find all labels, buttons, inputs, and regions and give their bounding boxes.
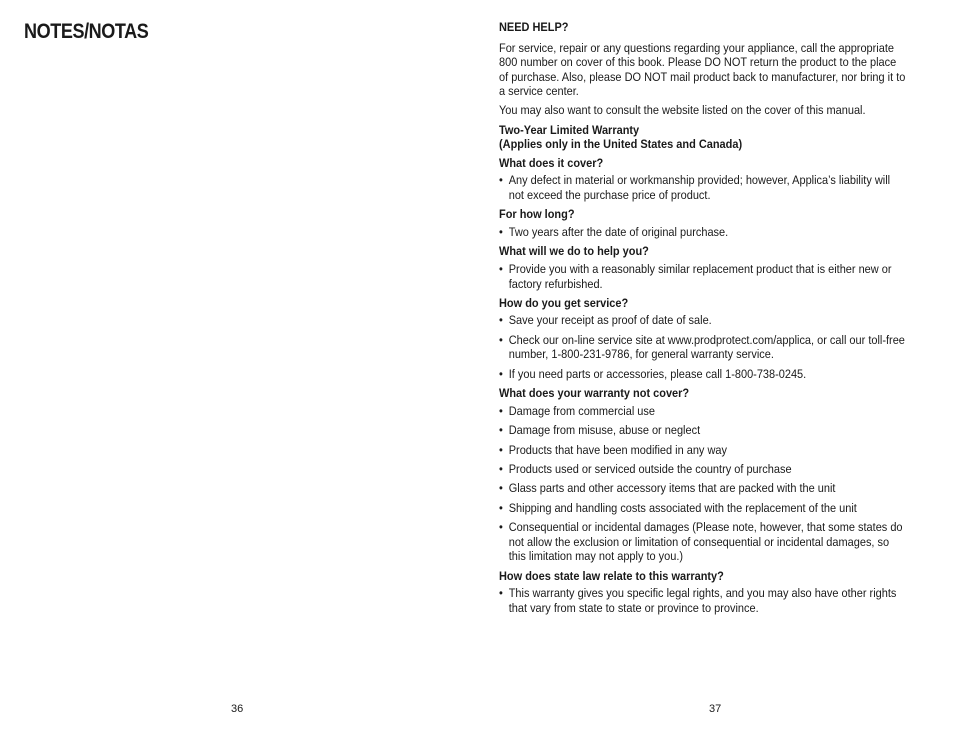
list-item-text: Consequential or incidental damages (Please note, however, that some states do not allow the exclusion or limitation of consequential or incidental damages, so this limitation may not apply to you.) — [508, 520, 903, 564]
list-item — [499, 333, 908, 362]
page-number-right: 37 — [709, 703, 722, 715]
list-item — [499, 586, 908, 615]
bullet-list — [499, 262, 908, 291]
section-heading-how-do-you-get-service: How do you get service? — [499, 295, 629, 310]
bullet-icon: • — [499, 332, 503, 347]
list-item-text: Save your receipt as proof of date of sale. — [508, 313, 712, 328]
bullet-icon: • — [499, 403, 503, 418]
bullet-icon: • — [499, 366, 503, 381]
bullet-icon: • — [499, 500, 503, 515]
bullet-icon: • — [499, 224, 503, 239]
list-item-text: Glass parts and other accessory items that are packed with the unit — [508, 481, 836, 496]
list-item — [499, 501, 908, 516]
need-help-paragraph: For service, repair or any questions regarding your appliance, call the appropriate 800 number on cover of this book. Please DO NOT return the product to the place of purchase. Also, please DO NOT mail product back to manufacturer, nor bring it to a service center. — [499, 40, 906, 99]
bullet-icon: • — [499, 261, 503, 276]
list-item-text: Damage from misuse, abuse or neglect — [508, 423, 701, 438]
list-item — [499, 225, 908, 240]
warranty-column — [499, 20, 908, 620]
section-heading-what-does-it-cover: What does it cover? — [499, 155, 604, 170]
page-number-left: 36 — [231, 703, 244, 715]
section-heading-how-does-state-law-relate-to-this-warranty: How does state law relate to this warranty? — [499, 568, 724, 583]
bullet-list — [499, 313, 908, 381]
bullet-icon: • — [499, 442, 503, 457]
list-item-text: Products that have been modified in any way — [508, 442, 727, 457]
section-heading-what-does-your-warranty-not-cover: What does your warranty not cover? — [499, 386, 690, 401]
bullet-list — [499, 404, 908, 564]
list-item — [499, 173, 908, 202]
list-item — [499, 520, 908, 564]
bullet-icon: • — [499, 313, 503, 328]
list-item — [499, 404, 908, 419]
bullet-list — [499, 173, 908, 202]
list-item — [499, 462, 908, 477]
list-item-text: Check our on-line service site at www.prodprotect.com/applica, or call our toll-free number, 1-800-231-9786, for general warranty service. — [508, 332, 905, 362]
list-item-text: This warranty gives you specific legal rights, and you may also have other rights that vary from state to state or province to province. — [508, 586, 897, 615]
list-item — [499, 313, 908, 328]
section-heading-for-how-long: For how long? — [499, 207, 575, 222]
list-item-text: Any defect in material or workmanship provided; however, Applica’s liability will not exceed the purchase price of product. — [508, 173, 891, 202]
list-item — [499, 367, 908, 382]
bullet-icon: • — [499, 520, 503, 535]
bullet-icon: • — [499, 173, 503, 188]
list-item-text: Damage from commercial use — [508, 403, 655, 418]
bullet-icon: • — [499, 423, 503, 438]
bullet-icon: • — [499, 586, 503, 601]
list-item-text: Shipping and handling costs associated with the replacement of the unit — [508, 500, 857, 515]
list-item-text: Provide you with a reasonably similar replacement product that is either new or factory refurbished. — [508, 261, 892, 291]
list-item — [499, 423, 908, 438]
list-item-text: Products used or serviced outside the country of purchase — [508, 462, 792, 477]
list-item — [499, 262, 908, 291]
bullet-icon: • — [499, 481, 503, 496]
bullet-icon: • — [499, 462, 503, 477]
section-heading-what-will-we-do-to-help-you: What will we do to help you? — [499, 244, 649, 259]
list-item-text: Two years after the date of original purchase. — [508, 224, 729, 239]
page-title: NOTES/NOTAS — [24, 20, 149, 43]
bullet-list — [499, 225, 908, 240]
need-help-heading: NEED HELP? — [499, 20, 569, 34]
website-note: You may also want to consult the website listed on the cover of this manual. — [499, 102, 866, 117]
warranty-subtitle: (Applies only in the United States and Canada) — [499, 137, 743, 152]
bullet-list — [499, 586, 908, 615]
warranty-sections — [499, 156, 908, 616]
list-item-text: If you need parts or accessories, please call 1-800-738-0245. — [508, 366, 807, 381]
list-item — [499, 481, 908, 496]
warranty-title: Two-Year Limited Warranty — [499, 122, 640, 137]
list-item — [499, 443, 908, 458]
